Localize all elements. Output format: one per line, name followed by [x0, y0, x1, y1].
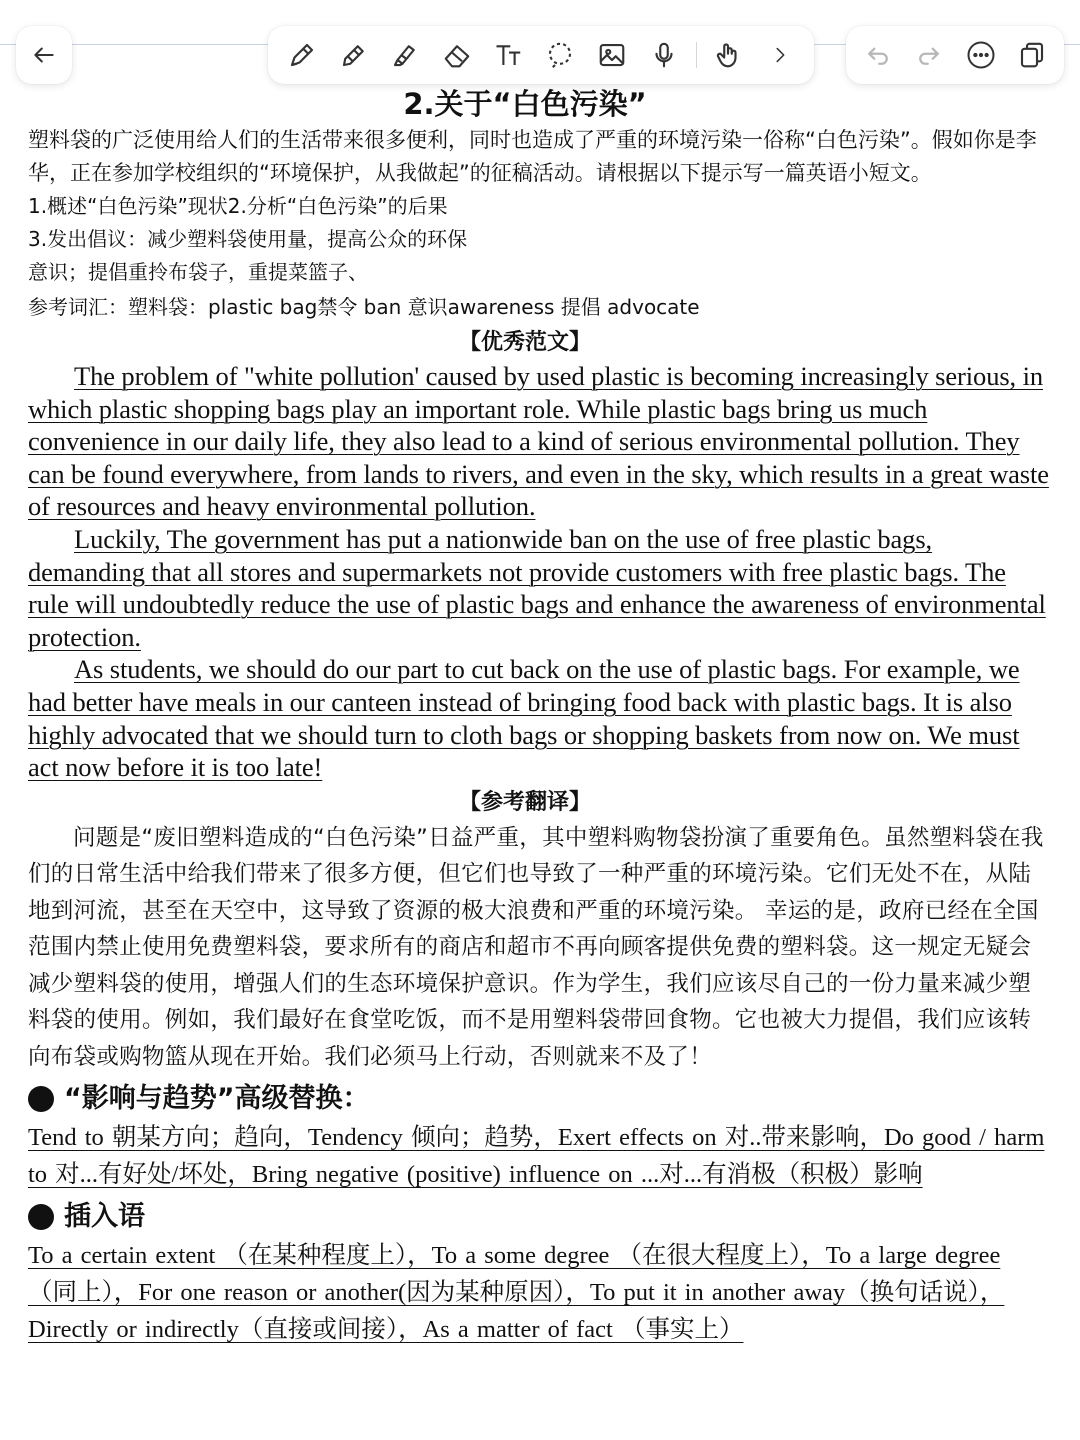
- pages-button[interactable]: [1012, 35, 1052, 75]
- section-impact-trend-title: “影响与趋势”高级替换：: [64, 1083, 370, 1115]
- microphone-icon: [649, 40, 679, 70]
- eraser-tool-button[interactable]: [437, 35, 477, 75]
- actions-toolbar: [846, 26, 1064, 84]
- chevron-right-icon: [769, 44, 791, 66]
- touch-tool-button[interactable]: [708, 35, 748, 75]
- microphone-tool-button[interactable]: [644, 35, 684, 75]
- translation-heading: 【参考翻译】: [458, 789, 591, 815]
- essay-paragraph-3: As students, we should do our part to cut back on the use of plastic bags. For example, we had better have meals in our canteen instead of bringing food back with plastic bags. It is also highly advocated that we should turn to cloth bags or shopping baskets from now on. We must act now before it is too late!: [28, 654, 1020, 783]
- more-button[interactable]: [961, 35, 1001, 75]
- essay-paragraph-2: Luckily, The government has put a nationwide ban on the use of free plastic bags, demanding that all stores and supermarkets not provide customers with free plastic bags. The rule will undoubtedly reduce the use of plastic bags and enhance the awareness of environmental protection.: [28, 523, 1046, 652]
- section-impact-trend-heading: [28, 1079, 1052, 1119]
- bullet-dot-icon: [28, 1204, 54, 1230]
- more-icon: [966, 40, 996, 70]
- essay-heading: 【优秀范文】: [458, 330, 591, 355]
- undo-icon: [863, 40, 893, 70]
- redo-button[interactable]: [909, 35, 949, 75]
- expand-toolbar-button[interactable]: [760, 35, 800, 75]
- back-button[interactable]: [16, 26, 72, 84]
- essay-paragraph-1: The problem of "white pollution' caused by used plastic is becoming increasingly serious, in which plastic shopping bags play an important role. While plastic bags bring us much convenience in our daily life, they also lead to a kind of serious environmental pollution. They can be found everywhere, from lands to rivers, and even in the sky, which results in a great waste of resources and heavy environmental pollution.: [28, 361, 1049, 522]
- lasso-icon: [545, 40, 575, 70]
- text-tool-button[interactable]: [489, 35, 529, 75]
- section-parenthesis-content: [28, 1237, 1052, 1348]
- translation-paragraph: 问题是“废旧塑料造成的“白色污染”日益严重，其中塑料购物袋扮演了重要角色。虽然塑料袋在我们的日常生活中给我们带来了很多方便，但它们也导致了一种严重的环境污染。它们无处不在，从陆地到河流，甚至在天空中，这导致了资源的极大浪费和严重的环境污染。 幸运的是，政府已经在全国范围内禁止使用免费塑料袋，要求所有的商店和超市不再向顾客提供免费的塑料袋。这一规定无疑会减少塑料袋的使用，增强人们的生态环境保护意识。作为学生，我们应该尽自己的一份力量来减少塑料袋的使用。例如，我们最好在食堂吃饭，而不是用塑料袋带回食物。它也被大力提倡，我们应该转向布袋或购物篮从现在开始。我们必须马上行动，否则就来不及了！: [28, 824, 1044, 1070]
- bullet-dot-icon: [28, 1086, 54, 1112]
- pages-icon: [1017, 40, 1047, 70]
- touch-icon: [713, 40, 743, 70]
- image-tool-button[interactable]: [592, 35, 632, 75]
- section-parenthesis-heading: [28, 1197, 1052, 1237]
- highlighter-tool-button[interactable]: [385, 35, 425, 75]
- prompt-paragraph: 塑料袋的广泛使用给人们的生活带来很多便利，同时也造成了严重的环境污染一俗称“白色污染”。假如你是李华，正在参加学校组织的“环境保护，从我做起”的征稿活动。请根据以下提示写一篇英语小短文。: [28, 128, 1037, 185]
- pen-alt-icon: [339, 40, 369, 70]
- prompt-vocabulary: 参考词汇：塑料袋：plastic bag禁令 ban 意识awareness 提倡 advocate: [28, 295, 700, 319]
- document-page: [28, 84, 1052, 1348]
- redo-icon: [914, 40, 944, 70]
- text-tool-icon: [494, 40, 524, 70]
- pen-alt-tool-button[interactable]: [334, 35, 374, 75]
- document-title: 2.关于“白色污染”: [403, 87, 647, 121]
- image-icon: [597, 40, 627, 70]
- highlighter-icon: [390, 40, 420, 70]
- pen-tool-button[interactable]: [282, 35, 322, 75]
- section-impact-trend-content: [28, 1119, 1052, 1193]
- writing-prompt: [28, 124, 1052, 324]
- pen-icon: [287, 40, 317, 70]
- reference-translation: [28, 820, 1052, 1076]
- section-parenthesis-title: 插入语: [64, 1201, 145, 1233]
- prompt-point-3: 3.发出倡议：减少塑料袋使用量，提高公众的环保: [28, 227, 468, 251]
- eraser-icon: [442, 40, 472, 70]
- prompt-point-3-cont: 意识；提倡重拎布袋子，重提菜篮子、: [28, 260, 368, 284]
- toolbar-divider: [696, 42, 697, 68]
- lasso-tool-button[interactable]: [540, 35, 580, 75]
- arrow-left-icon: [31, 42, 57, 68]
- parenthesis-phrases: To a certain extent （在某种程度上），To a some degree （在很大程度上），To a large degree （同上），For one reason or another(因为某种原因），To put it in another away（换句话说），Directly or indirectly（直接或间接），As a matter of fact （事实上）: [28, 1242, 1005, 1344]
- prompt-point-1-2: 1.概述“白色污染”现状2.分析“白色污染”的后果: [28, 194, 448, 218]
- undo-button[interactable]: [858, 35, 898, 75]
- tools-toolbar: [268, 26, 814, 84]
- model-essay: [28, 360, 1052, 784]
- impact-trend-phrases: Tend to 朝某方向；趋向，Tendency 倾向；趋势，Exert effects on 对..带来影响，Do good / harm to 对...有好处/坏处，Bring negative (positive) influence on ...对...有消极（积极）影响: [28, 1124, 1045, 1189]
